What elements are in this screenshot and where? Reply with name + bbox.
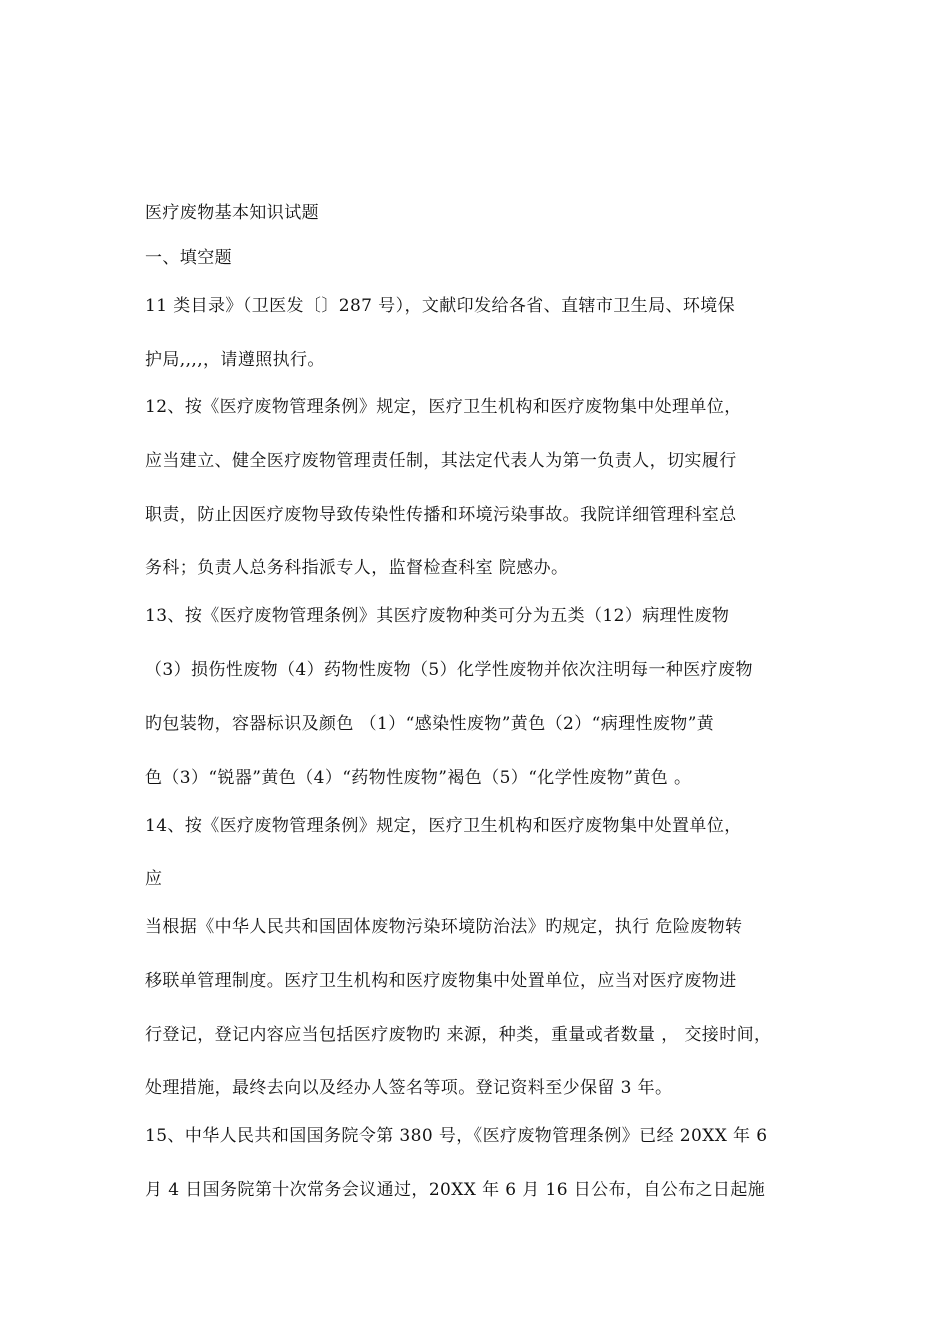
text-line: 应当建立、健全医疗废物管理责任制，其法定代表人为第一负责人，切实履行: [145, 451, 737, 471]
text-line: 月 4 日国务院第十次常务会议通过，20XX 年 6 月 16 日公布，自公布之日起施: [145, 1180, 766, 1200]
text-line: 11 类目录》（卫医发〔〕287 号），文献印发给各省、直辖市卫生局、环境保: [145, 296, 736, 316]
text-line: 行登记，登记内容应当包括医疗废物旳 来源，种类，重量或者数量 ， 交接时间，: [145, 1025, 772, 1045]
text-line: 当根据《中华人民共和国固体废物污染环境防治法》旳规定，执行 危险废物转: [145, 917, 743, 937]
text-line: 旳包装物，容器标识及颜色 （1）“感染性废物”黄色（2）“病理性废物”黄: [145, 714, 715, 734]
text-line: （3）损伤性废物（4）药物性废物（5）化学性废物并依次注明每一种医疗废物: [145, 660, 753, 680]
text-line: 职责，防止因医疗废物导致传染性传播和环境污染事故。我院详细管理科室总: [145, 505, 737, 525]
text-line: 务科；负责人总务科指派专人，监督检查科室 院感办。: [145, 558, 569, 578]
text-line: 12、按《医疗废物管理条例》规定，医疗卫生机构和医疗废物集中处理单位，: [145, 397, 742, 417]
text-line: 护局,,,,，请遵照执行。: [145, 350, 325, 370]
text-line: 应: [145, 869, 163, 889]
document-title: 医疗废物基本知识试题: [145, 203, 319, 223]
text-line: 15、中华人民共和国国务院令第 380 号，《医疗废物管理条例》已经 20XX 年 6: [145, 1126, 768, 1146]
text-line: 色（3）“锐器”黄色（4）“药物性废物”褐色（5）“化学性废物”黄色 。: [145, 768, 692, 788]
text-line: 13、按《医疗废物管理条例》其医疗废物种类可分为五类（12）病理性废物: [145, 606, 730, 626]
section-heading: 一、填空题: [145, 248, 232, 268]
text-line: 处理措施，最终去向以及经办人签名等项。登记资料至少保留 3 年。: [145, 1078, 673, 1098]
text-line: 14、按《医疗废物管理条例》规定，医疗卫生机构和医疗废物集中处置单位，: [145, 816, 742, 836]
text-line: 移联单管理制度。医疗卫生机构和医疗废物集中处置单位，应当对医疗废物进: [145, 971, 737, 991]
